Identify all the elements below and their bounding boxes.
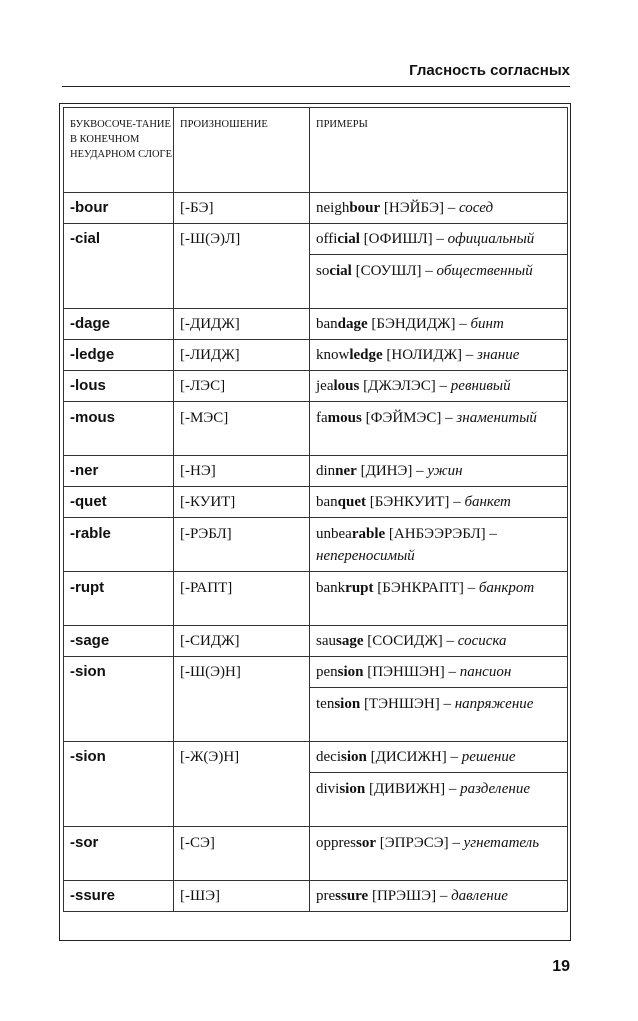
example-cell <box>310 572 568 626</box>
suffix-cell: -sage <box>64 626 174 657</box>
example-cell <box>310 626 568 657</box>
suffix-cell: -sion <box>64 742 174 827</box>
suffix-cell: -bour <box>64 193 174 224</box>
pronunciation-cell: [-Ш(Э)Н] <box>174 657 310 742</box>
example-word <box>316 749 367 765</box>
word-stem: bank <box>316 580 346 596</box>
dash-separator: – <box>412 463 428 479</box>
translation: ужин <box>427 463 463 479</box>
suffix-cell: -lous <box>64 371 174 402</box>
word-ending: rupt <box>345 580 374 596</box>
word-ending: ledge <box>349 347 383 363</box>
suffix-cell: -ssure <box>64 881 174 912</box>
word-stem: offi <box>316 231 338 247</box>
table-row <box>64 402 568 456</box>
suffix-cell: -rupt <box>64 572 174 626</box>
word-stem: deci <box>316 749 341 765</box>
word-stem: ten <box>316 696 335 712</box>
transcription: [БЭНДИДЖ] <box>371 316 456 332</box>
dash-separator: – <box>446 749 462 765</box>
translation: угнетатель <box>463 835 540 851</box>
pronunciation-cell: [-ШЭ] <box>174 881 310 912</box>
dash-separator: – <box>449 494 465 510</box>
dash-separator: – <box>436 888 452 904</box>
word-stem: fa <box>316 410 328 426</box>
dash-separator: – <box>435 378 451 394</box>
example-cell <box>310 881 568 912</box>
dash-separator: – <box>444 664 460 680</box>
translation: непереносимый <box>316 548 415 564</box>
word-stem: divi <box>316 781 340 797</box>
transcription: [АНБЭЭРЭБЛ] <box>388 526 486 542</box>
suffix-cell: -rable <box>64 518 174 572</box>
example-cell <box>310 657 568 688</box>
example-cell <box>310 193 568 224</box>
word-stem: neigh <box>316 200 350 216</box>
example-cell <box>310 402 568 456</box>
table-row <box>64 657 568 688</box>
dash-separator: – <box>448 835 460 851</box>
pronunciation-cell: [-ДИДЖ] <box>174 309 310 340</box>
translation: напряжение <box>454 696 534 712</box>
example-cell <box>310 518 568 572</box>
table-row <box>64 224 568 255</box>
suffix-pronunciation-table <box>63 107 568 912</box>
word-stem: ban <box>316 494 338 510</box>
example-cell <box>310 742 568 773</box>
dash-separator: – <box>444 200 459 216</box>
transcription: [ОФИШЛ] <box>363 231 433 247</box>
dash-separator: – <box>421 263 433 279</box>
example-word <box>316 463 357 479</box>
word-ending: mous <box>327 410 362 426</box>
column-header-pronunciation: ПРОИЗНОШЕНИЕ <box>174 108 310 193</box>
example-word <box>316 664 364 680</box>
suffix-cell: -sion <box>64 657 174 742</box>
example-cell <box>310 773 568 827</box>
example-word <box>316 835 376 851</box>
pronunciation-cell: [-МЭС] <box>174 402 310 456</box>
word-ending: sion <box>339 781 366 797</box>
example-word <box>316 263 352 279</box>
example-cell <box>310 255 568 309</box>
table-row <box>64 456 568 487</box>
translation: знаменитый <box>456 410 537 426</box>
column-header-letters: БУКВОСОЧЕ-ТАНИЕ В КОНЕЧНОМ НЕУДАРНОМ СЛОГЕ <box>64 108 174 193</box>
word-stem: pen <box>316 664 338 680</box>
pronunciation-cell: [-СЭ] <box>174 827 310 881</box>
word-ending: ssure <box>335 888 369 904</box>
example-word <box>316 494 366 510</box>
transcription: [ПЭНШЭН] <box>367 664 445 680</box>
word-stem: know <box>316 347 350 363</box>
column-header-examples: ПРИМЕРЫ <box>310 108 568 193</box>
pronunciation-cell: [-БЭ] <box>174 193 310 224</box>
transcription: [БЭНКРАПТ] <box>377 580 464 596</box>
example-word <box>316 200 380 216</box>
word-stem: jea <box>316 378 334 394</box>
dash-separator: – <box>439 696 451 712</box>
transcription: [ДИСИЖН] <box>370 749 447 765</box>
table-row <box>64 742 568 773</box>
pronunciation-cell: [-КУИТ] <box>174 487 310 518</box>
suffix-cell: -mous <box>64 402 174 456</box>
transcription: [ТЭНШЭН] <box>363 696 440 712</box>
word-stem: so <box>316 263 330 279</box>
transcription: [ДИВИЖН] <box>368 781 446 797</box>
word-stem: unbea <box>316 526 352 542</box>
example-word <box>316 633 364 649</box>
table-row <box>64 371 568 402</box>
translation: ревнивый <box>450 378 511 394</box>
word-stem: pre <box>316 888 336 904</box>
header-rule <box>62 86 570 87</box>
dash-separator: – <box>445 781 457 797</box>
pronunciation-cell: [-ЛИДЖ] <box>174 340 310 371</box>
translation: сосиска <box>457 633 507 649</box>
pronunciation-cell: [-РАПТ] <box>174 572 310 626</box>
page-number: 19 <box>552 958 570 975</box>
pronunciation-cell: [-НЭ] <box>174 456 310 487</box>
transcription: [СОСИДЖ] <box>367 633 443 649</box>
word-ending: quet <box>337 494 367 510</box>
dash-separator: – <box>463 580 476 596</box>
word-ending: bour <box>349 200 381 216</box>
table-row <box>64 487 568 518</box>
transcription: [ЭПРЭСЭ] <box>379 835 449 851</box>
pronunciation-cell: [-СИДЖ] <box>174 626 310 657</box>
table-row <box>64 340 568 371</box>
suffix-cell: -sor <box>64 827 174 881</box>
dash-separator: – <box>442 633 458 649</box>
example-word <box>316 378 359 394</box>
word-stem: din <box>316 463 336 479</box>
table-row <box>64 881 568 912</box>
word-ending: cial <box>329 263 352 279</box>
example-word <box>316 316 368 332</box>
dash-separator: – <box>432 231 444 247</box>
word-ending: ner <box>335 463 357 479</box>
word-ending: sor <box>356 835 376 851</box>
example-cell <box>310 340 568 371</box>
running-header: Гласность согласных <box>409 62 570 79</box>
word-ending: dage <box>337 316 368 332</box>
example-cell <box>310 827 568 881</box>
transcription: [ПРЭШЭ] <box>371 888 437 904</box>
example-word <box>316 888 368 904</box>
table-row <box>64 626 568 657</box>
table-row <box>64 193 568 224</box>
translation: сосед <box>459 200 494 216</box>
transcription: [НЭЙБЭ] <box>383 200 444 216</box>
transcription: [НОЛИДЖ] <box>386 347 463 363</box>
example-word <box>316 580 374 596</box>
transcription: [БЭНКУИТ] <box>369 494 450 510</box>
table-row <box>64 518 568 572</box>
table-row <box>64 309 568 340</box>
example-word <box>316 347 383 363</box>
word-stem: oppres <box>316 835 356 851</box>
table-header-row <box>64 108 568 193</box>
example-word <box>316 410 362 426</box>
word-stem: ban <box>316 316 338 332</box>
word-ending: sion <box>334 696 361 712</box>
dash-separator: – <box>455 316 471 332</box>
example-cell <box>310 688 568 742</box>
translation: общественный <box>436 263 533 279</box>
example-cell <box>310 371 568 402</box>
word-ending: sion <box>337 664 364 680</box>
table-row <box>64 827 568 881</box>
pronunciation-cell: [-ЛЭС] <box>174 371 310 402</box>
suffix-cell: -ner <box>64 456 174 487</box>
suffix-cell: -ledge <box>64 340 174 371</box>
pronunciation-cell: [-РЭБЛ] <box>174 518 310 572</box>
suffix-cell: -quet <box>64 487 174 518</box>
pronunciation-cell: [-Ж(Э)Н] <box>174 742 310 827</box>
suffix-cell: -dage <box>64 309 174 340</box>
dash-separator: – <box>462 347 478 363</box>
transcription: [СОУШЛ] <box>355 263 422 279</box>
translation: бинт <box>470 316 504 332</box>
word-ending: sion <box>340 749 367 765</box>
translation: официальный <box>447 231 535 247</box>
transcription: [ФЭЙМЭС] <box>365 410 442 426</box>
example-word <box>316 231 360 247</box>
transcription: [ДЖЭЛЭС] <box>363 378 436 394</box>
example-word <box>316 526 385 542</box>
suffix-cell: -cial <box>64 224 174 309</box>
pronunciation-cell: [-Ш(Э)Л] <box>174 224 310 309</box>
translation: банкрот <box>478 580 535 596</box>
translation: пансион <box>459 664 512 680</box>
translation: решение <box>461 749 516 765</box>
word-stem: sau <box>316 633 336 649</box>
translation: разделение <box>460 781 531 797</box>
translation: банкет <box>464 494 511 510</box>
word-ending: rable <box>351 526 386 542</box>
word-ending: cial <box>337 231 360 247</box>
example-cell <box>310 456 568 487</box>
example-cell <box>310 224 568 255</box>
example-word <box>316 696 360 712</box>
translation: давление <box>451 888 508 904</box>
example-word <box>316 781 365 797</box>
translation: знание <box>477 347 520 363</box>
transcription: [ДИНЭ] <box>360 463 413 479</box>
example-cell <box>310 309 568 340</box>
word-ending: sage <box>336 633 364 649</box>
dash-separator: – <box>441 410 453 426</box>
dash-separator: – <box>485 526 497 542</box>
word-ending: lous <box>333 378 360 394</box>
table-row <box>64 572 568 626</box>
example-cell <box>310 487 568 518</box>
